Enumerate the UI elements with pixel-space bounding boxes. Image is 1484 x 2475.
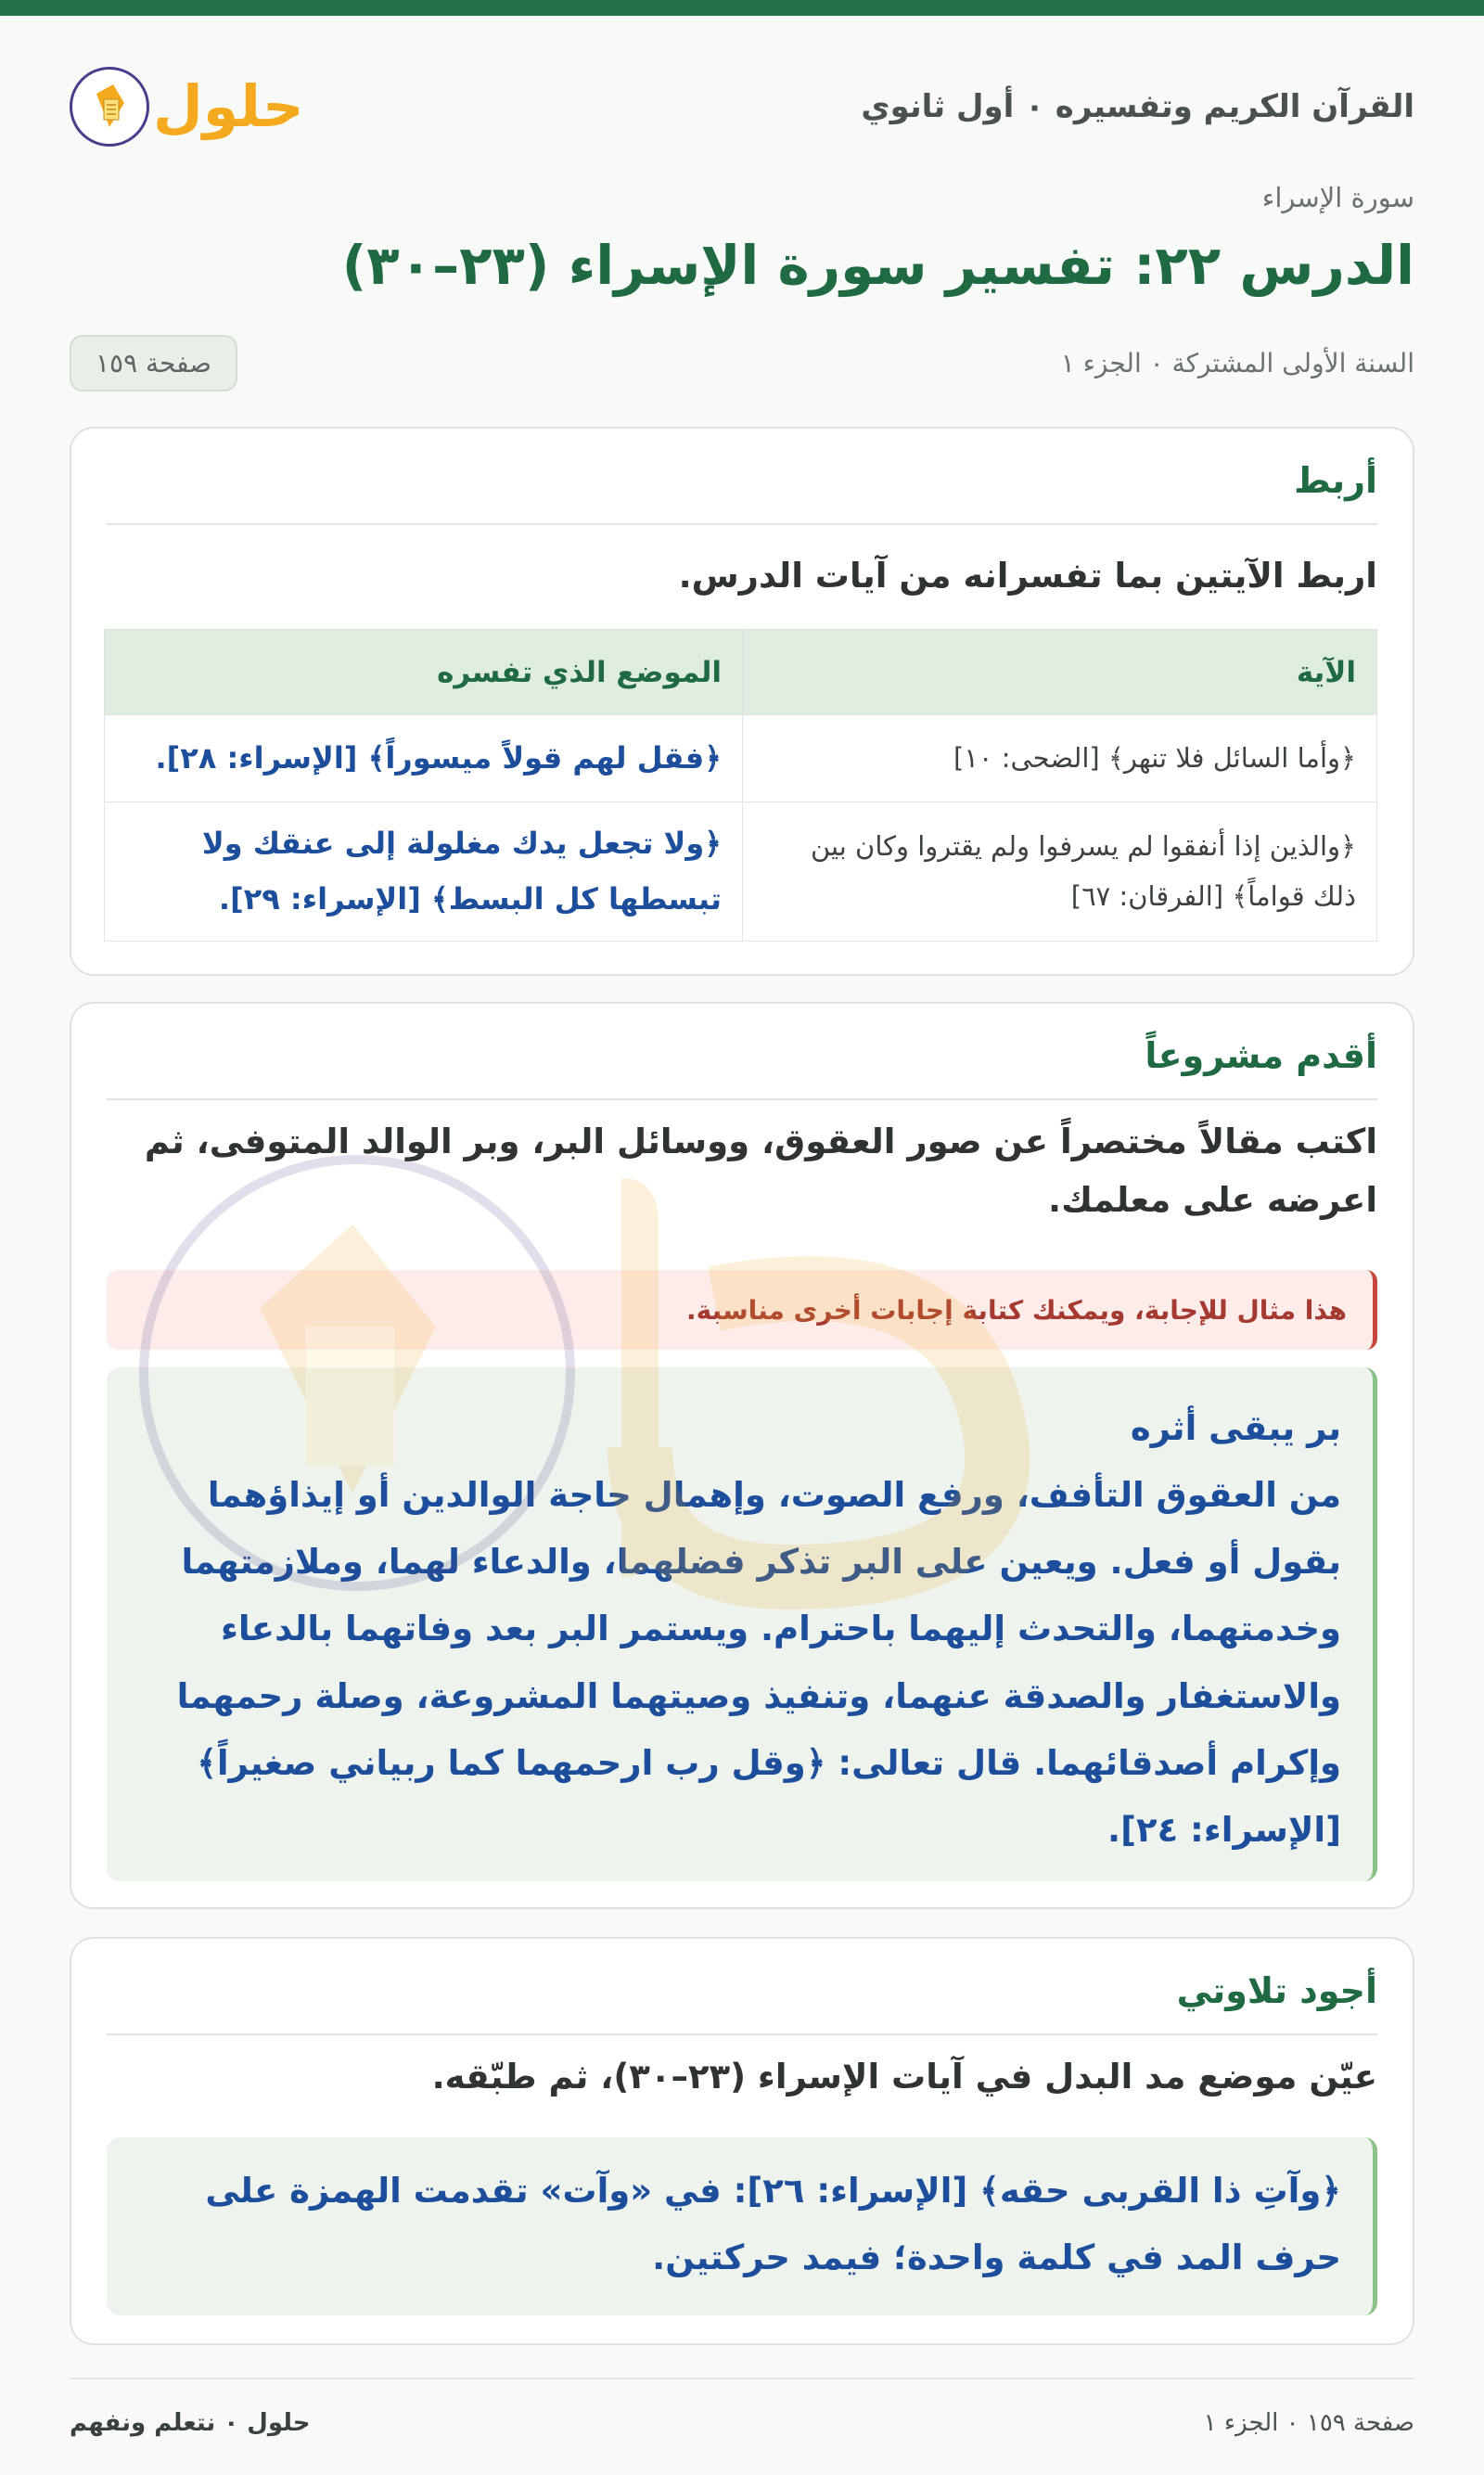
- column-header: الموضع الذي تفسره: [105, 630, 743, 715]
- answer-cell: ﴿ولا تجعل يدك مغلولة إلى عنقك ولا تبسطها كل البسط﴾ [الإسراء: ٢٩].: [105, 802, 743, 942]
- link-table: [104, 629, 1377, 942]
- table-header-row: [105, 630, 1377, 715]
- column-header: الآية: [743, 630, 1377, 715]
- section-heading: أربط: [107, 460, 1377, 525]
- section-question: اربط الآيتين بما تفسرانه من آيات الدرس.: [678, 556, 1377, 596]
- lesson-title: الدرس ٢٢: تفسير سورة الإسراء (٢٣–٣٠): [341, 234, 1414, 297]
- section-heading: أجود تلاوتي: [107, 1970, 1377, 2035]
- ayah-cell: ﴿والذين إذا أنفقوا لم يسرفوا ولم يقتروا وكان بين ذلك قواماً﴾ [الفرقان: ٦٧]: [743, 802, 1377, 942]
- lesson-meta: السنة الأولى المشتركة ٠ الجزء ١: [1060, 347, 1414, 378]
- brand-logo[interactable]: [70, 67, 304, 147]
- section-question: اكتب مقالاً مختصراً عن صور العقوق، ووسائل البر، وبر الوالد المتوفى، ثم اعرضه على معلمك.: [144, 1122, 1377, 1220]
- book-icon: [70, 67, 149, 147]
- course-title: القرآن الكريم وتفسيره ٠ أول ثانوي: [861, 88, 1414, 125]
- card-project: [70, 1002, 1414, 1909]
- section-question: عيّن موضع مد البدل في آيات الإسراء (٢٣–٣٠)، ثم طبّقه.: [431, 2057, 1377, 2097]
- page-badge: صفحة ١٥٩: [70, 335, 237, 391]
- card-recite: [70, 1937, 1414, 2345]
- answer-body: من العقوق التأفف، ورفع الصوت، وإهمال حاجة الوالدين أو إيذاؤهما بقول أو فعل. ويعين على البر تذكر فضلهما، والدعاء لهما، وملازمتهما وخدمتهما، والتحدث إليهما باحترام. ويستمر البر بعد وفاتهما بالدعاء والاستغفار والصدقة عنهما، وتنفيذ وصيتهما المشروعة، وصلة رحمهما وإكرام أصدقائهما. قال تعالى: ﴿وقل رب ارحمهما كما ربياني صغيراً﴾ [الإسراء: ٢٤].: [176, 1475, 1341, 1850]
- surah-label: سورة الإسراء: [1261, 182, 1414, 213]
- table-row: [105, 715, 1377, 802]
- page-header: [70, 56, 1414, 158]
- answer-box: [107, 1367, 1377, 1881]
- section-heading: أقدم مشروعاً: [107, 1035, 1377, 1100]
- table-row: [105, 802, 1377, 942]
- sample-answer-note: هذا مثال للإجابة، ويمكنك كتابة إجابات أخرى مناسبة.: [107, 1270, 1377, 1350]
- lesson-meta-row: [70, 332, 1414, 393]
- logo-wordmark: حلول: [153, 72, 304, 140]
- ayah-cell: ﴿وأما السائل فلا تنهر﴾ [الضحى: ١٠]: [743, 715, 1377, 802]
- footer-page-info: صفحة ١٥٩ ٠ الجزء ١: [1203, 2408, 1414, 2437]
- footer-brand: حلول ٠ نتعلم ونفهم: [70, 2408, 311, 2437]
- card-link: [70, 427, 1414, 976]
- page-footer: [70, 2378, 1414, 2466]
- top-accent-bar: [0, 0, 1484, 16]
- answer-cell: ﴿فقل لهم قولاً ميسوراً﴾ [الإسراء: ٢٨].: [105, 715, 743, 802]
- answer-title: بر يبقى أثره: [1130, 1408, 1341, 1448]
- answer-box: ﴿وآتِ ذا القربى حقه﴾ [الإسراء: ٢٦]: في «وآت» تقدمت الهمزة على حرف المد في كلمة واحدة؛ فيمد حركتين.: [107, 2137, 1377, 2315]
